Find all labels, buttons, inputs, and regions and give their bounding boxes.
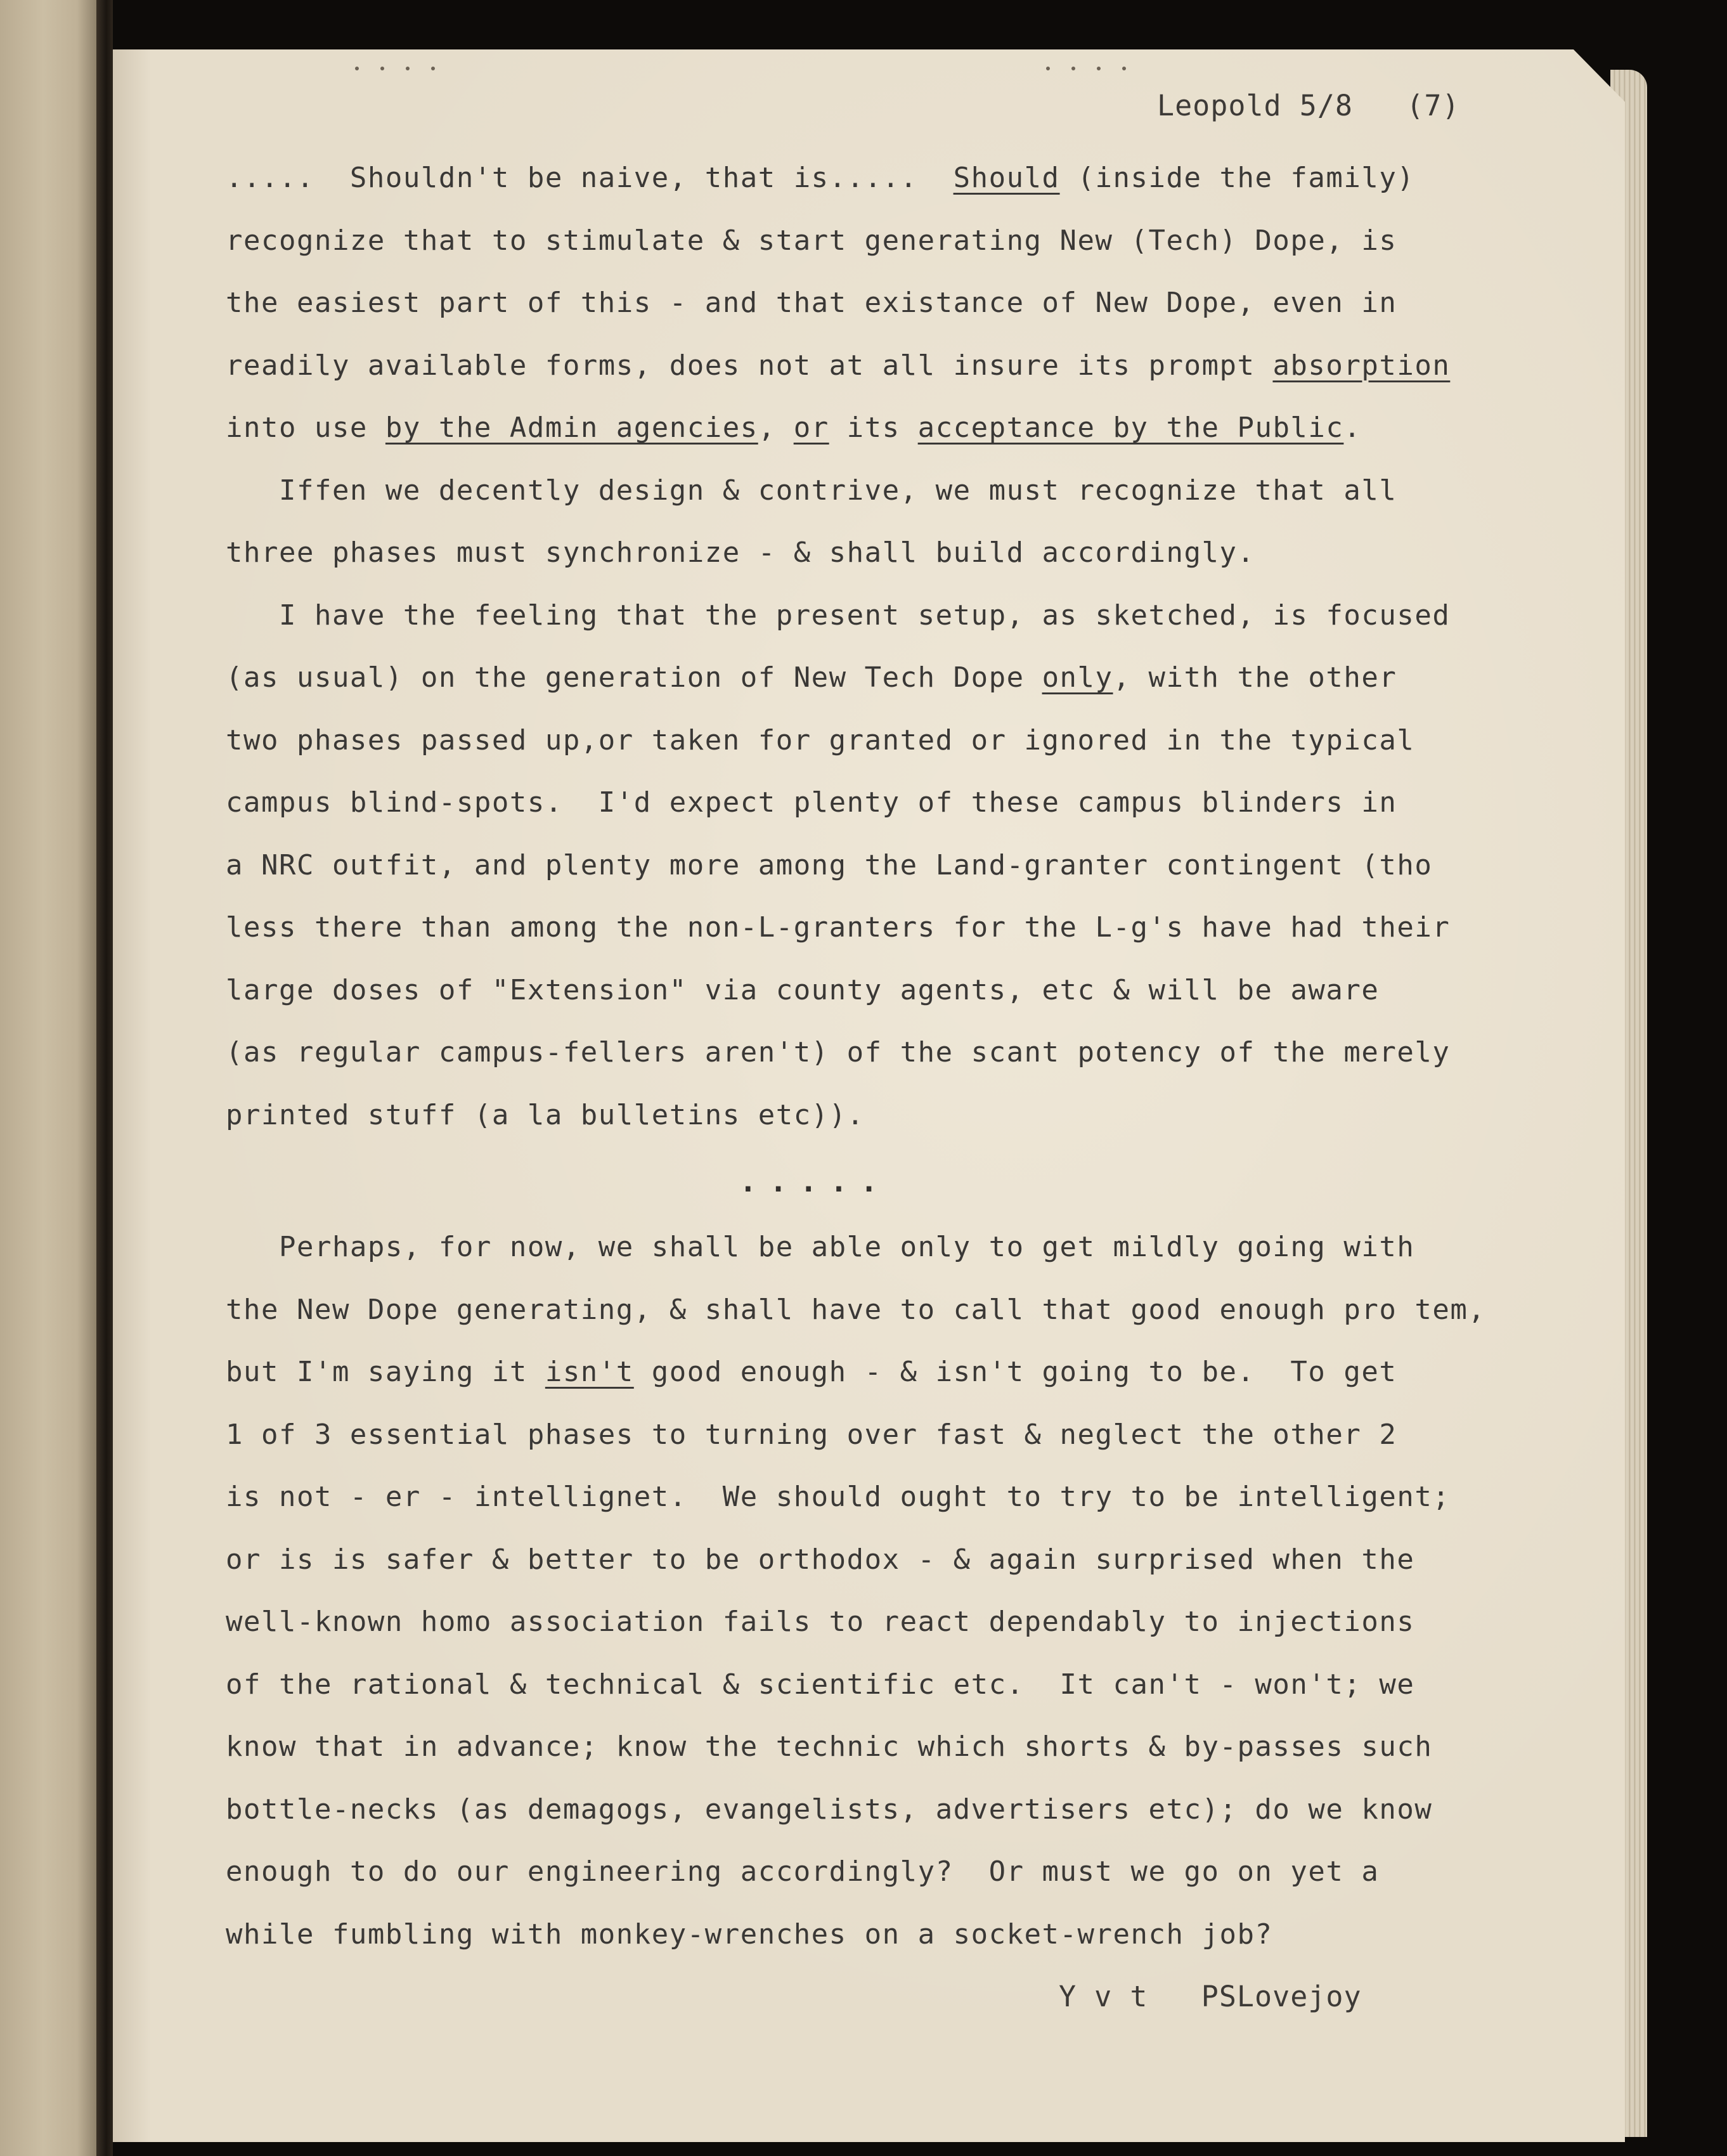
text-line: or is is safer & better to be orthodox - & again surprised when the bbox=[226, 1543, 1415, 1576]
paragraph bbox=[226, 147, 1601, 460]
text-line: (as regular campus-fellers aren't) of the scant potency of the merely bbox=[226, 1036, 1451, 1068]
text-line: of the rational & technical & scientific etc. It can't - won't; we bbox=[226, 1668, 1415, 1701]
text-line: recognize that to stimulate & start generating New (Tech) Dope, is bbox=[226, 224, 1397, 257]
underlined-text: only bbox=[1042, 661, 1113, 694]
text-line: printed stuff (a la bulletins etc)). bbox=[226, 1098, 865, 1131]
underlined-text: Should bbox=[953, 162, 1060, 194]
text-line: know that in advance; know the technic which shorts & by-passes such bbox=[226, 1731, 1433, 1763]
paragraph bbox=[226, 460, 1601, 585]
text-line: large doses of "Extension" via county agents, etc & will be aware bbox=[226, 973, 1380, 1006]
text-line: (as usual) on the generation of New Tech Dope only, with the other bbox=[226, 661, 1397, 694]
text-line: while fumbling with monkey-wrenches on a socket-wrench job? bbox=[226, 1918, 1273, 1951]
facing-page-edge bbox=[0, 0, 96, 2156]
binding-marks-right bbox=[1046, 62, 1148, 68]
binding-marks-left bbox=[355, 62, 456, 68]
underlined-text: acceptance by the Public bbox=[917, 412, 1344, 444]
text-line: two phases passed up,or taken for granted or ignored in the typical bbox=[226, 724, 1415, 757]
text-line: is not - er - intellignet. We should ought to try to be intelligent; bbox=[226, 1481, 1451, 1513]
text-line: ..... Shouldn't be naive, that is..... Should (inside the family) bbox=[226, 162, 1415, 194]
text-line: a NRC outfit, and plenty more among the Land-granter contingent (tho bbox=[226, 848, 1433, 881]
paragraphs-after-divider bbox=[226, 1216, 1601, 1966]
text-line: the New Dope generating, & shall have to call that good enough pro tem, bbox=[226, 1293, 1486, 1326]
text-line: the easiest part of this - and that existance of New Dope, even in bbox=[226, 287, 1397, 319]
page-header: Leopold 5/8 (7) bbox=[1157, 89, 1460, 122]
text-line: readily available forms, does not at all insure its prompt absorption bbox=[226, 349, 1451, 382]
section-divider: ..... bbox=[739, 1164, 891, 1198]
paragraph bbox=[226, 1216, 1601, 1966]
text-line: but I'm saying it isn't good enough - & isn't going to be. To get bbox=[226, 1356, 1397, 1388]
underlined-text: absorption bbox=[1272, 349, 1451, 382]
text-line: well-known homo association fails to react dependably to injections bbox=[226, 1606, 1415, 1638]
signature-line: Y v t PSLovejoy bbox=[1059, 1980, 1362, 2013]
paragraphs-before-divider bbox=[226, 147, 1601, 1146]
text-line: three phases must synchronize - & shall build accordingly. bbox=[226, 536, 1255, 569]
underlined-text: or bbox=[793, 412, 829, 444]
text-line: less there than among the non-L-granters for the L-g's have had their bbox=[226, 911, 1451, 944]
text-line: Perhaps, for now, we shall be able only to get mildly going with bbox=[226, 1231, 1415, 1263]
paragraph bbox=[226, 585, 1601, 1147]
text-line: 1 of 3 essential phases to turning over fast & neglect the other 2 bbox=[226, 1418, 1397, 1451]
text-line: into use by the Admin agencies, or its acceptance by the Public. bbox=[226, 412, 1362, 444]
text-line: bottle-necks (as demagogs, evangelists, advertisers etc); do we know bbox=[226, 1793, 1433, 1826]
text-line: enough to do our engineering accordingly? Or must we go on yet a bbox=[226, 1855, 1380, 1888]
text-line: campus blind-spots. I'd expect plenty of these campus blinders in bbox=[226, 786, 1397, 819]
book-gutter bbox=[96, 0, 113, 2156]
text-line: Iffen we decently design & contrive, we must recognize that all bbox=[226, 474, 1397, 507]
underlined-text: isn't bbox=[545, 1356, 634, 1388]
letter-body bbox=[226, 147, 1601, 1966]
underlined-text: by the Admin agencies bbox=[385, 412, 758, 444]
text-line: I have the feeling that the present setup, as sketched, is focused bbox=[226, 599, 1451, 632]
